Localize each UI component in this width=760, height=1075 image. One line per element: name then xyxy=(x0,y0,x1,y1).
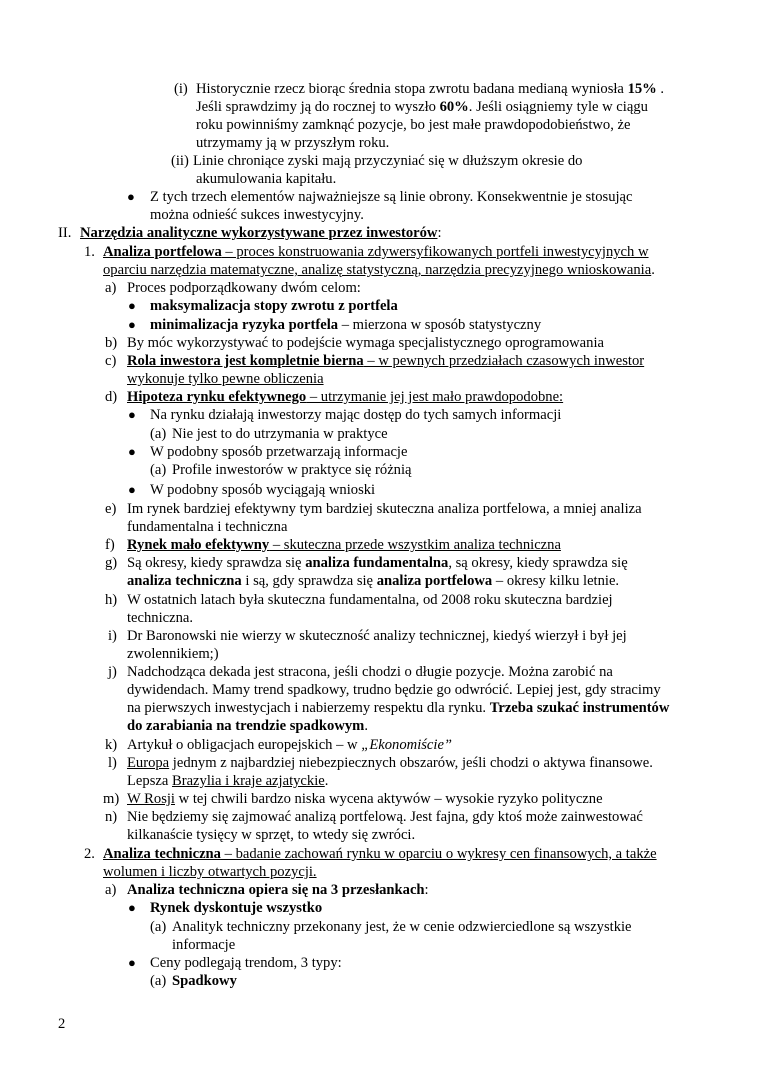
list-marker: h) xyxy=(105,592,118,608)
paragraph-line: Proces podporządkowany dwóm celom: xyxy=(127,280,361,296)
list-marker: l) xyxy=(108,755,117,771)
list-marker: (ii) xyxy=(171,153,189,169)
paragraph-line: Jeśli sprawdzimy ją do rocznej to wyszło 60%. Jeśli osiągniemy tyle w ciągu xyxy=(196,99,648,115)
paragraph-line: W ostatnich latach była skuteczna fundamentalna, od 2008 roku skuteczna bardziej xyxy=(127,592,613,608)
paragraph-line: analiza techniczna i są, gdy sprawdza się analiza portfelowa – okresy kilku letnie. xyxy=(127,573,620,589)
list-marker: d) xyxy=(105,389,118,405)
paragraph-line: akumulowania kapitału. xyxy=(196,171,337,187)
paragraph-line: Hipoteza rynku efektywnego – utrzymanie jej jest mało prawdopodobne: xyxy=(127,389,564,405)
paragraph-line: By móc wykorzystywać to podejście wymaga specjalistycznego oprogramowania xyxy=(127,335,604,351)
list-marker: a) xyxy=(105,882,117,898)
paragraph-line: techniczna. xyxy=(127,610,194,626)
list-marker: n) xyxy=(105,809,118,825)
bullet-icon: ● xyxy=(127,189,135,204)
paragraph-line: Europa jednym z najbardziej niebezpiecznych obszarów, jeśli chodzi o aktywa finansowe. xyxy=(127,755,653,771)
list-marker: i) xyxy=(108,628,117,644)
paragraph-line: Rola inwestora jest kompletnie bierna – w pewnych przedziałach czasowych inwestor xyxy=(127,353,645,369)
list-marker: 2. xyxy=(84,846,95,862)
bullet-icon: ● xyxy=(128,298,136,313)
paragraph-line: Nie jest to do utrzymania w praktyce xyxy=(172,426,388,442)
paragraph-line: informacje xyxy=(172,937,236,953)
paragraph-line: kilkanaście tysięcy w sprzęt, to wtedy się zwróci. xyxy=(127,827,416,843)
paragraph-line: wykonuje tylko pewne obliczenia xyxy=(127,371,324,387)
paragraph-line: Historycznie rzecz biorąc średnia stopa zwrotu badana medianą wyniosła 15% . xyxy=(196,81,665,97)
list-marker: j) xyxy=(108,664,117,680)
list-marker: f) xyxy=(105,537,115,553)
paragraph-line: Artykuł o obligacjach europejskich – w „Ekonomiście” xyxy=(127,737,453,753)
paragraph-line: wolumen i liczby otwartych pozycji. xyxy=(103,864,317,880)
list-marker: 1. xyxy=(84,244,95,260)
paragraph-line: fundamentalna i techniczna xyxy=(127,519,288,535)
paragraph-line: Nie będziemy się zajmować analizą portfelową. Jest fajna, gdy ktoś może zainwestować xyxy=(127,809,643,825)
paragraph-line: W podobny sposób wyciągają wnioski xyxy=(150,482,376,498)
paragraph-line: Na rynku działają inwestorzy mając dostęp do tych samych informacji xyxy=(150,407,562,423)
page-number: 2 xyxy=(58,1016,66,1032)
paragraph-line: Rynek dyskontuje wszystko xyxy=(150,900,323,916)
list-marker: (a) xyxy=(150,919,167,935)
paragraph-line: Linie chroniące zyski mają przyczyniać się w dłuższym okresie do xyxy=(193,153,583,169)
list-marker: g) xyxy=(105,555,118,571)
paragraph-line: Analiza techniczna – badanie zachowań rynku w oparciu o wykresy cen finansowych, a także xyxy=(103,846,657,862)
section-heading: Narzędzia analityczne wykorzystywane przez inwestorów: xyxy=(80,225,442,241)
list-marker: m) xyxy=(103,791,120,807)
paragraph-line: można odnieść sukces inwestycyjny. xyxy=(150,207,364,223)
paragraph-line: Rynek mało efektywny – skuteczna przede wszystkim analiza techniczna xyxy=(127,537,561,553)
list-marker: (a) xyxy=(150,426,167,442)
paragraph-line: Są okresy, kiedy sprawdza się analiza fundamentalna, są okresy, kiedy sprawdza się xyxy=(127,555,628,571)
paragraph-line: minimalizacja ryzyka portfela – mierzona w sposób statystyczny xyxy=(150,317,542,333)
paragraph-line: Analiza techniczna opiera się na 3 przesłankach: xyxy=(127,882,429,898)
paragraph-line: Ceny podlegają trendom, 3 typy: xyxy=(150,955,342,971)
paragraph-line: utrzymamy ją w przyszłym roku. xyxy=(196,135,390,151)
paragraph-line: W podobny sposób przetwarzają informacje xyxy=(150,444,408,460)
list-marker: c) xyxy=(105,353,117,369)
paragraph-line: Lepsza Brazylia i kraje azjatyckie. xyxy=(127,773,329,789)
list-marker: k) xyxy=(105,737,118,753)
section-marker: II. xyxy=(58,225,72,241)
paragraph-line: dywidendach. Mamy trend spadkowy, trudno będzie go odwrócić. Lepiej jest, gdy stracimy xyxy=(127,682,661,698)
list-marker: b) xyxy=(105,335,118,351)
paragraph-line: Analiza portfelowa – proces konstruowania zdywersyfikowanych portfeli inwestycyjnych w xyxy=(103,244,649,260)
paragraph-line: do zarabiania na trendzie spadkowym. xyxy=(127,718,368,734)
paragraph-line: Im rynek bardziej efektywny tym bardziej skuteczna analiza portfelowa, a mniej analiza xyxy=(127,501,642,517)
paragraph-line: na pierwszych inwestycjach i nabierzemy respektu dla rynku. Trzeba szukać instrumentów xyxy=(127,700,670,716)
list-marker: (i) xyxy=(174,81,188,97)
bullet-icon: ● xyxy=(128,900,136,915)
bullet-icon: ● xyxy=(128,407,136,422)
bullet-icon: ● xyxy=(128,317,136,332)
bullet-icon: ● xyxy=(128,482,136,497)
list-marker: a) xyxy=(105,280,117,296)
paragraph-line: Dr Baronowski nie wierzy w skuteczność analizy technicznej, kiedyś wierzył i był jej xyxy=(127,628,627,644)
paragraph-line: Analityk techniczny przekonany jest, że w cenie odzwierciedlone są wszystkie xyxy=(172,919,632,935)
list-marker: e) xyxy=(105,501,117,517)
paragraph-line: maksymalizacja stopy zwrotu z portfela xyxy=(150,298,398,314)
paragraph-line: oparciu narzędzia matematyczne, analizę statystyczną, narzędzia precyzyjnego wnioskowania. xyxy=(103,262,655,278)
bullet-icon: ● xyxy=(128,955,136,970)
paragraph-line: Spadkowy xyxy=(172,973,237,989)
paragraph-line: Nadchodząca dekada jest stracona, jeśli chodzi o długie pozycje. Można zarobić na xyxy=(127,664,613,680)
paragraph-line: Profile inwestorów w praktyce się różnią xyxy=(172,462,412,478)
paragraph-line: roku powinniśmy zamknąć pozycje, bo jest małe prawdopodobieństwo, że xyxy=(196,117,631,133)
paragraph-line: W Rosji w tej chwili bardzo niska wycena aktywów – wysokie ryzyko polityczne xyxy=(127,791,603,807)
list-marker: (a) xyxy=(150,462,167,478)
list-marker: (a) xyxy=(150,973,167,989)
paragraph-line: zwolennikiem;) xyxy=(127,646,219,662)
paragraph-line: Z tych trzech elementów najważniejsze są linie obrony. Konsekwentnie je stosując xyxy=(150,189,633,205)
bullet-icon: ● xyxy=(128,444,136,459)
